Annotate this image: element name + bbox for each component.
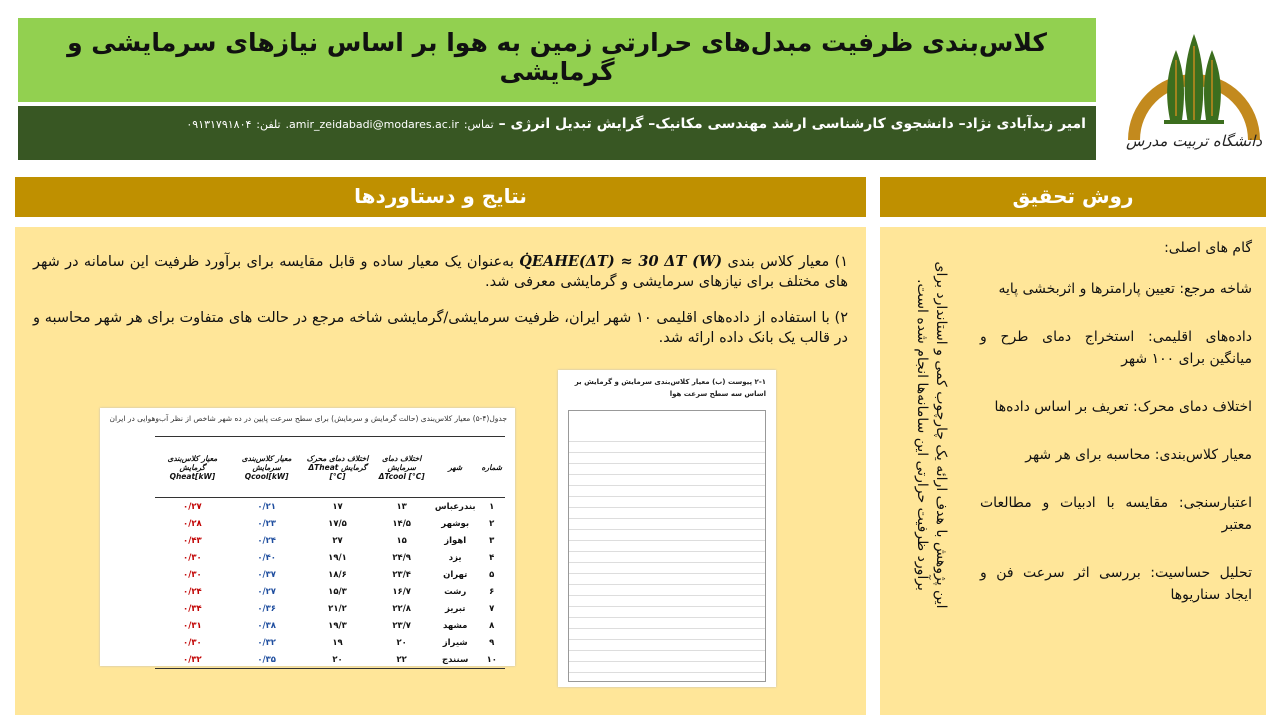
table-cell: بندرعباس <box>434 501 476 512</box>
table-cell: ۱۳ <box>396 501 407 512</box>
table-row <box>155 498 505 516</box>
table-cell: ۰/۳۱ <box>183 620 202 631</box>
author-email: amir_zeidabadi@modares.ac.ir <box>289 118 459 131</box>
table-row <box>155 515 505 532</box>
result-2: ۲) با استفاده از داده‌های اقلیمی ۱۰ شهر ایران، ظرفیت سرمایشی/گرمایشی شاخه مرجع در حالت های متفاوت برای هر شهر محاسبه و در قالب یک بانک داده ارائه شد. <box>33 310 848 346</box>
table-cell: ۰/۲۴ <box>257 535 276 546</box>
table-cell: ۱۹/۱ <box>328 552 347 563</box>
table-row <box>155 600 505 617</box>
appendix-row <box>569 661 765 662</box>
table-cell: بوشهر <box>441 518 470 529</box>
appendix-row <box>569 650 765 651</box>
method-step: شاخه مرجع: تعیین پارامترها و اثربخشی پایه <box>998 281 1252 297</box>
appendix-index: ۲-۱ <box>754 378 766 386</box>
table-row <box>155 566 505 583</box>
table-cell: ۱۶/۷ <box>392 586 411 597</box>
appendix-row <box>569 551 765 552</box>
table-cell: ۲۳/۴ <box>392 569 411 580</box>
phone-label: تلفن: <box>256 118 281 131</box>
table-cell: ۰/۳۲ <box>257 637 276 648</box>
table-cell: ۲۰ <box>396 637 407 648</box>
table-cell: ۰/۲۴ <box>183 586 202 597</box>
table-cell: شیراز <box>442 637 468 648</box>
table-cell: ۰/۲۱ <box>257 501 276 512</box>
poster-title: کلاس‌بندی ظرفیت مبدل‌های حرارتی زمین به هوا بر اساس نیازهای سرمایشی و گرمایشی <box>67 28 1047 86</box>
table-cell: تهران <box>443 569 468 580</box>
appendix-caption <box>566 376 766 400</box>
table-cell: ۰/۴۳ <box>183 535 202 546</box>
appendix-row <box>569 606 765 607</box>
table-cell: ۱۵/۳ <box>328 586 347 597</box>
table-cell: ۰/۳۲ <box>155 651 230 669</box>
appendix-row <box>569 562 765 563</box>
table-cell: ۰/۲۸ <box>183 518 202 529</box>
method-steps <box>980 240 1252 632</box>
table-cell: ۰/۳۷ <box>257 569 276 580</box>
table-header: شماره <box>479 437 505 498</box>
table-cell: ۰/۳۰ <box>183 552 202 563</box>
appendix-row <box>569 496 765 497</box>
appendix-row <box>569 672 765 673</box>
table-cell: ۱۴/۵ <box>392 518 411 529</box>
research-aim-note <box>886 240 976 630</box>
method-step: اختلاف دمای محرک: تعریف بر اساس داده‌ها <box>994 399 1252 415</box>
appendix-row <box>569 639 765 640</box>
method-step: تحلیل حساسیت: بررسی اثر سرعت فن و ایجاد سناریوها <box>980 565 1252 603</box>
table-cell: ۷ <box>489 603 495 614</box>
classification-table <box>155 436 505 669</box>
table-cell: ۳ <box>489 535 495 546</box>
table-cell: ۰/۳۶ <box>257 603 276 614</box>
appendix-row <box>569 485 765 486</box>
table-cell: ۰/۴۰ <box>257 552 276 563</box>
table-row <box>155 583 505 600</box>
table-cell: ۴ <box>489 552 495 563</box>
author-line: امیر زیدآبادی نژاد– دانشجوی کارشناسی ارشد مهندسی مکانیک– گرایش تبدیل انرژی – <box>498 116 1086 132</box>
title-banner <box>18 18 1096 102</box>
table-row <box>155 549 505 566</box>
table-cell: ۲۲/۸ <box>392 603 411 614</box>
results-heading: نتایج و دستاوردها <box>15 177 866 217</box>
table-cell: ۲ <box>489 518 495 529</box>
table-header: معیار کلاس‌بندی گرمایش [kW]Qheat <box>155 437 230 498</box>
table-cell: ۱۰ <box>479 651 505 669</box>
table-cell: ۱۷ <box>332 501 343 512</box>
table-cell: ۰/۲۷ <box>183 501 202 512</box>
table-cell: ۵ <box>489 569 495 580</box>
result-1-body: به‌عنوان یک معیار ساده و قابل مقایسه برای برآورد ظرفیت این سامانه در شهر های مختلف برای نیازهای سرمایشی و گرمایشی معرفی شد. <box>33 254 848 290</box>
appendix-row <box>569 474 765 475</box>
appendix-row <box>569 584 765 585</box>
table-cell: ۰/۳۴ <box>183 603 202 614</box>
table-cell: ۲۱/۲ <box>328 603 347 614</box>
table-cell: رشت <box>444 586 467 597</box>
table-header: اختلاف دمای سرمایش ΔTcool [°C] <box>371 437 431 498</box>
table-cell: ۲۰ <box>304 651 372 669</box>
table-cell: ۱۷/۵ <box>328 518 347 529</box>
appendix-table-image <box>558 370 776 687</box>
table-cell: ۰/۳۸ <box>257 620 276 631</box>
table-row <box>155 617 505 634</box>
table-cell: ۲۷ <box>332 535 343 546</box>
table-cell: مشهد <box>442 620 468 631</box>
table-cell: ۲۴/۹ <box>392 552 411 563</box>
method-step: معیار کلاس‌بندی: محاسبه برای هر شهر <box>1025 447 1252 463</box>
appendix-row <box>569 507 765 508</box>
appendix-row <box>569 463 765 464</box>
research-aim-text: این پژوهش با هدف ارائه یک چارچوب کمی و استاندارد برای برآورد ظرفیت حرارتی این سامانه‌ها انجام شده است. <box>914 261 949 609</box>
table-header: اختلاف دمای محرک گرمایش ΔTheat [°C] <box>304 437 372 498</box>
table-row <box>155 651 505 669</box>
table-cell: ۱۹ <box>332 637 343 648</box>
table-cell: ۰/۳۵ <box>230 651 304 669</box>
table-cell: ۹ <box>489 637 495 648</box>
table-row <box>155 532 505 549</box>
table-cell: ۶ <box>489 586 495 597</box>
table-cell: تبریز <box>444 603 466 614</box>
table-row <box>155 634 505 651</box>
table-header: معیار کلاس‌بندی سرمایش [kW]Qcool <box>230 437 304 498</box>
appendix-row <box>569 452 765 453</box>
table-cell: ۰/۲۷ <box>257 586 276 597</box>
table-cell: ۸ <box>489 620 495 631</box>
table-cell: ۰/۲۳ <box>257 518 276 529</box>
table-cell: اهواز <box>444 535 467 546</box>
results-text <box>33 252 848 364</box>
appendix-row <box>569 628 765 629</box>
table-cell: ۰/۳۰ <box>183 637 202 648</box>
table-caption: جدول(۴-۵) معیار کلاس‌بندی (حالت گرمایش و سرمایش) برای سطح سرعت پایین در ده شهر شاخص از نظر آب‌وهوایی در ایران <box>109 414 507 423</box>
contact-label: تماس: <box>463 118 494 131</box>
table-cell: ۰/۳۰ <box>183 569 202 580</box>
table-cell: ۱ <box>489 501 495 512</box>
table-cell: یزد <box>448 552 462 563</box>
appendix-row <box>569 573 765 574</box>
university-logo-icon <box>1120 20 1268 160</box>
method-step: داده‌های اقلیمی: استخراج دمای طرح و میانگین برای ۱۰۰ شهر <box>980 329 1252 367</box>
author-banner: امیر زیدآبادی نژاد– دانشجوی کارشناسی ارشد مهندسی مکانیک– گرایش تبدیل انرژی – تماس: amir_zeidabadi@modares.ac.ir. تلفن: ۰۹۱۳۱۷۹۱۸۰۴ <box>18 106 1096 160</box>
appendix-row <box>569 540 765 541</box>
appendix-table <box>568 410 766 682</box>
appendix-title: پیوست (ب) معیار کلاس‌بندی سرمایش و گرمایش بر اساس سه سطح سرعت هوا <box>574 378 766 398</box>
appendix-row <box>569 529 765 530</box>
method-step: اعتبارسنجی: مقایسه با ادبیات و مطالعات معتبر <box>980 495 1252 533</box>
logo-text: دانشگاه تربیت مدرس <box>1126 132 1262 150</box>
classification-table-image <box>100 408 515 666</box>
classification-formula: Q̇EAHE(ΔT) ≈ 30 ΔT (W) <box>519 253 723 270</box>
steps-intro: گام های اصلی: <box>1164 240 1252 256</box>
table-header: شهر <box>432 437 479 498</box>
appendix-row <box>569 441 765 442</box>
table-cell: ۲۲ <box>371 651 431 669</box>
result-1 <box>33 252 848 292</box>
method-heading: روش تحقیق <box>880 177 1266 217</box>
author-phone: ۰۹۱۳۱۷۹۱۸۰۴ <box>186 118 252 131</box>
table-cell: سنندج <box>432 651 479 669</box>
appendix-row <box>569 595 765 596</box>
table-cell: ۱۸/۶ <box>328 569 347 580</box>
result-1-lead: ۱) معیار کلاس بندی <box>727 254 849 270</box>
table-cell: ۱۹/۳ <box>328 620 347 631</box>
appendix-row <box>569 518 765 519</box>
table-cell: ۱۵ <box>396 535 407 546</box>
appendix-row <box>569 617 765 618</box>
table-cell: ۲۳/۷ <box>392 620 411 631</box>
